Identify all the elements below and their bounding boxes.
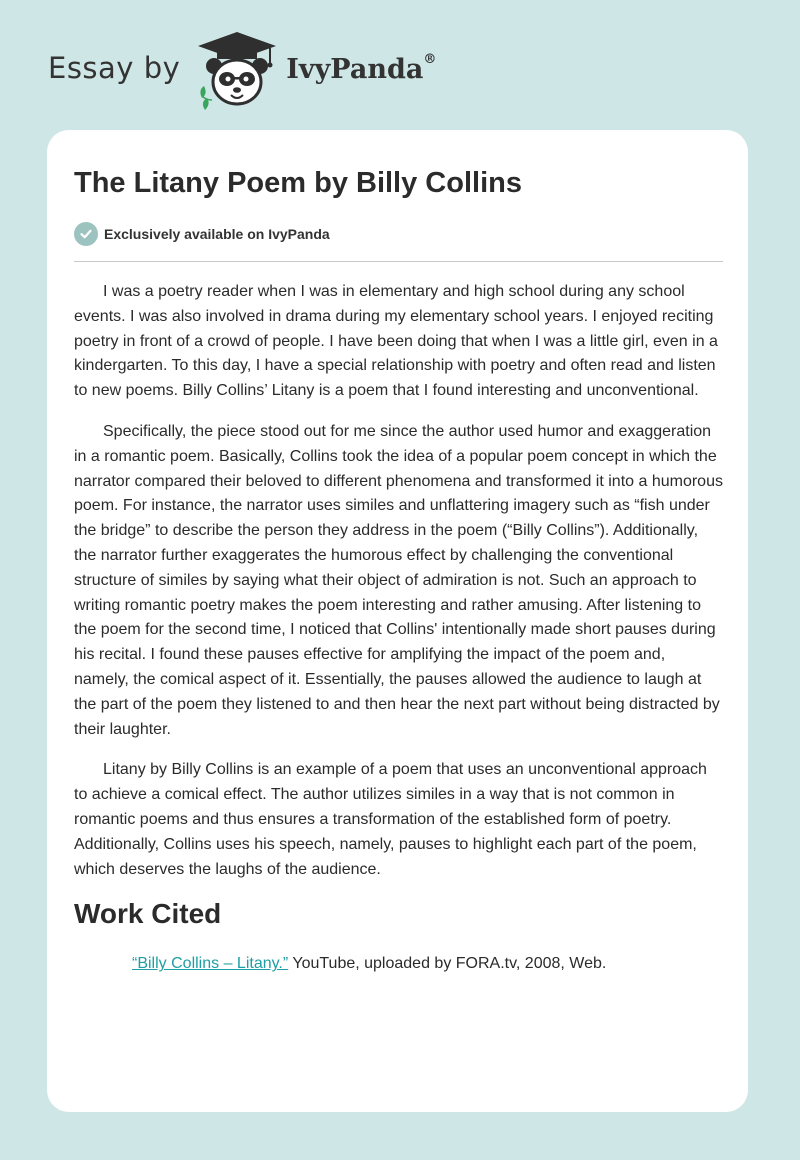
citation-details: YouTube, uploaded by FORA.tv, 2008, Web.: [288, 955, 607, 973]
exclusive-badge-label: Exclusively available on IvyPanda: [104, 226, 330, 242]
works-cited-heading: Work Cited: [74, 898, 222, 930]
paragraph: Litany by Billy Collins is an example of a poem that uses an unconventional approach to achieve a comical effect. The author utilizes similes in a way that is not common in romantic poems and thus ensures a transformation of the established form of poetry. Additionally, Collins uses his speech, namely, pauses to highlight each part of the poem, which deserves the laughs of the audience.: [74, 761, 707, 878]
essay-card: [47, 130, 748, 1112]
citation-link[interactable]: “Billy Collins – Litany.”: [132, 955, 289, 973]
page-title: The Litany Poem by Billy Collins: [74, 167, 522, 199]
site-header: [48, 30, 436, 110]
check-circle-icon: [74, 222, 98, 246]
essay-body: [74, 280, 724, 993]
brand-name[interactable]: [286, 51, 437, 85]
exclusive-badge: [74, 222, 330, 246]
paragraph: Specifically, the piece stood out for me since the author used humor and exaggeration in a romantic poem. Basically, Collins took the idea of a popular poem concept in which the narrator compared their beloved to different phenomena and transformed it into a humorous poem. For instance, the narrator uses similes and unflattering imagery such as “fish under the bridge” to describe the person they address in the poem (“Billy Collins”). Additionally, the narrator further exaggerates the humorous effect by challenging the conventional structure of similes by saying what their object of admiration is not. Such an approach to writing romantic poetry makes the poem interesting and rather amusing. After listening to the poem for the second time, I noticed that Collins' intentionally made short pauses during his recital. I found these pauses effective for amplifying the impact of the poem and, namely, the comical aspect of it. Essentially, the pauses allowed the audience to laugh at the part of the poem they listened to and then hear the next part without being distracted by their laughter.: [74, 422, 723, 738]
essay-by-label: Essay by: [48, 51, 181, 85]
ivypanda-logo-icon[interactable]: [194, 30, 280, 110]
brand-text: IvyPanda: [286, 53, 424, 85]
paragraph: I was a poetry reader when I was in elementary and high school during any school events. I was also involved in drama during my elementary school years. I enjoyed reciting poetry in front of a crowd of people. I have been doing that when I was a little girl, even in a kindergarten. To this day, I have a special relationship with poetry and often read and listen to new poems. Billy Collins’ Litany is a poem that I found interesting and unconventional.: [74, 283, 718, 400]
title-divider: [74, 261, 723, 262]
registered-mark: ®: [423, 51, 437, 67]
citation-entry: [74, 952, 724, 977]
